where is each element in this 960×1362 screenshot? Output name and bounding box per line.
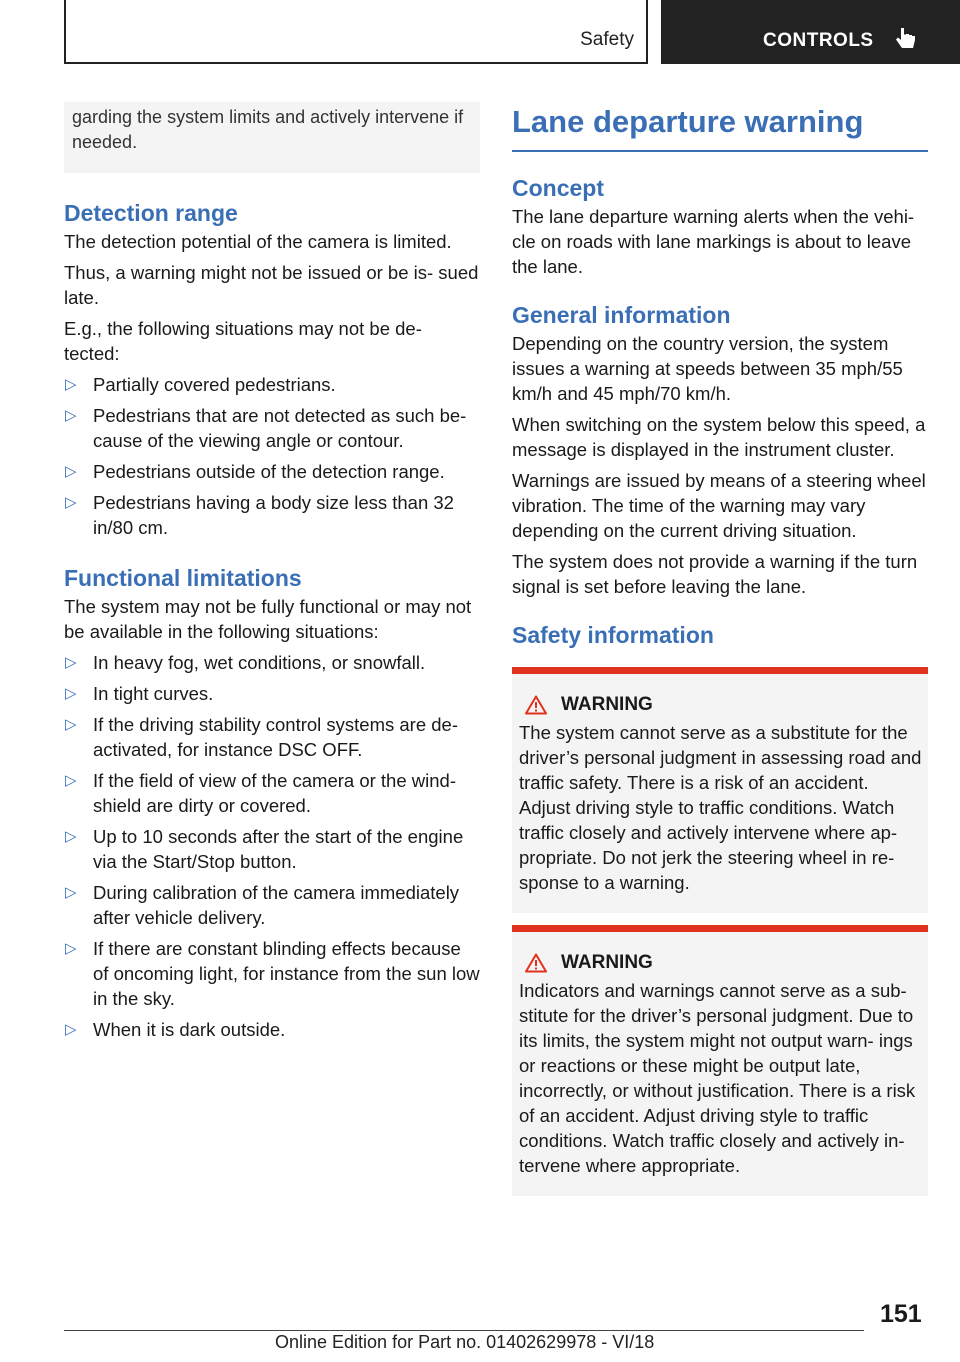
list-item: ▷ Up to 10 seconds after the start of the engine via the Start/Stop button. — [65, 826, 464, 872]
list-item: ▷ Partially covered pedestrians. — [65, 374, 336, 395]
header-chapter-title: CONTROLS — [763, 30, 874, 51]
general-paragraph-4: The system does not provide a warning if the turn signal is set before leaving the lane. — [512, 551, 918, 597]
warning-text: Indicators and warnings cannot serve as a sub‐ stitute for the driver’s personal judgment. Due to its limits, the system might not output warn‐ ings or reactions or these might be output late, incorrectly, or without justification. There is a risk of an accident. Adjust driving style to traffic conditions. Watch traffic closely and actively in‐ tervene where appropriate. — [519, 980, 916, 1176]
edition-footer: Online Edition for Part no. 01402629978 - VI/18 — [275, 1332, 655, 1352]
safety-information-heading: Safety information — [512, 622, 714, 648]
general-paragraph-1: Depending on the country version, the system issues a warning at speeds between 35 mph/55 km/h and 45 mph/70 km/h. — [512, 333, 903, 404]
list-item: ▷ When it is dark outside. — [65, 1019, 286, 1040]
list-item: ▷ If the driving stability control systems are de‐ activated, for instance DSC OFF. — [65, 714, 459, 760]
limitations-paragraph: The system may not be fully functional or may not be available in the following situations: — [64, 596, 472, 642]
limitations-list — [64, 650, 480, 1042]
detection-paragraph-1: The detection potential of the camera is limited. — [64, 231, 452, 252]
warning-box — [512, 667, 928, 913]
functional-limitations-heading: Functional limitations — [64, 565, 302, 591]
triangle-bullet-icon: ▷ — [65, 407, 77, 424]
list-item: ▷ If there are constant blinding effects because of oncoming light, for instance from the sun low in the sky. — [65, 938, 480, 1009]
footer-divider — [64, 1330, 864, 1331]
triangle-bullet-icon: ▷ — [65, 494, 77, 511]
list-item: ▷ Pedestrians having a body size less than 32 in/80 cm. — [65, 492, 454, 538]
triangle-bullet-icon: ▷ — [65, 940, 77, 957]
list-item: ▷ In tight curves. — [65, 683, 214, 704]
hand-pointer-icon — [894, 26, 918, 52]
triangle-bullet-icon: ▷ — [65, 1021, 77, 1038]
general-paragraph-2: When switching on the system below this speed, a message is displayed in the instrument cluster. — [512, 414, 926, 460]
header-section-box — [64, 0, 648, 64]
left-column — [64, 102, 480, 1042]
list-item: ▷ During calibration of the camera immediately after vehicle delivery. — [65, 882, 460, 928]
triangle-bullet-icon: ▷ — [65, 772, 77, 789]
warning-triangle-icon — [525, 953, 547, 973]
triangle-bullet-icon: ▷ — [65, 685, 77, 702]
list-item: ▷ If the field of view of the camera or the wind‐ shield are dirty or covered. — [65, 770, 456, 816]
warning-triangle-icon — [525, 695, 547, 715]
warning-label: WARNING — [561, 952, 653, 973]
header-chapter-box — [661, 0, 960, 64]
general-paragraph-3: Warnings are issued by means of a steering wheel vibration. The time of the warning may vary depending on the current driving situation. — [512, 470, 926, 541]
triangle-bullet-icon: ▷ — [65, 828, 77, 845]
triangle-bullet-icon: ▷ — [65, 654, 77, 671]
list-item: ▷ In heavy fog, wet conditions, or snowfall. — [65, 652, 426, 673]
concept-paragraph: The lane departure warning alerts when the vehi‐ cle on roads with lane markings is about to leave the lane. — [512, 206, 915, 277]
general-information-heading: General information — [512, 302, 731, 328]
continuation-text: garding the system limits and actively intervene if needed. — [72, 107, 464, 152]
warning-box — [512, 925, 928, 1196]
triangle-bullet-icon: ▷ — [65, 463, 77, 480]
triangle-bullet-icon: ▷ — [65, 884, 77, 901]
list-item: ▷ Pedestrians outside of the detection range. — [65, 461, 445, 482]
page-number: 151 — [880, 1300, 922, 1328]
detection-paragraph-2: Thus, a warning might not be issued or be is‐ sued late. — [64, 262, 479, 308]
warning-label: WARNING — [561, 694, 653, 715]
detection-paragraph-3: E.g., the following situations may not be de‐ tected: — [64, 318, 422, 364]
list-item: ▷ Pedestrians that are not detected as such be‐ cause of the viewing angle or contour. — [65, 405, 467, 451]
page-title: Lane departure warning — [512, 102, 928, 152]
triangle-bullet-icon: ▷ — [65, 376, 77, 393]
header-section-title: Safety — [580, 29, 634, 50]
right-column — [512, 102, 928, 1196]
continuation-box — [64, 102, 480, 173]
detection-list — [64, 372, 480, 540]
warning-text: The system cannot serve as a substitute for the driver’s personal judgment in assessing road and traffic safety. There is a risk of an accident. Adjust driving style to traffic conditions. Watch traffic closely and actively intervene where ap‐ propriate. Do not jerk the steering wheel in re‐ sponse to a warning. — [519, 722, 922, 893]
triangle-bullet-icon: ▷ — [65, 716, 77, 733]
concept-heading: Concept — [512, 175, 604, 201]
detection-range-heading: Detection range — [64, 200, 238, 226]
